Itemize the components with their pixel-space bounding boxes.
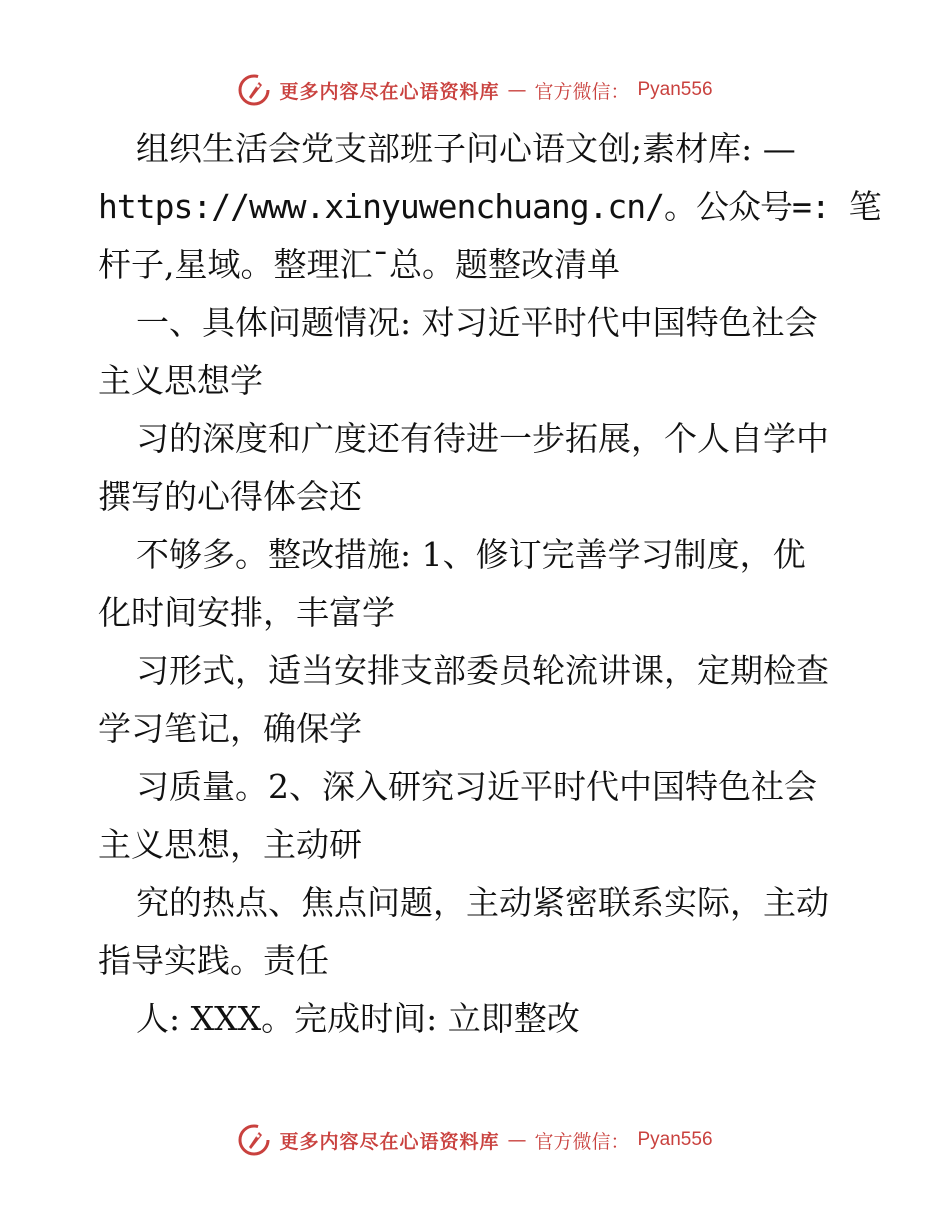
text-line: 主义思想学	[98, 361, 263, 400]
watermark-text: 更多内容尽在心语资料库	[279, 80, 500, 103]
watermark-text: 更多内容尽在心语资料库	[279, 1130, 500, 1153]
pen-nib-logo-icon	[237, 73, 271, 107]
text-line: 习的深度和广度还有待进一步拓展，个人自学中	[136, 419, 829, 458]
pen-nib-logo-icon	[237, 1123, 271, 1157]
text-line: 组织生活会党支部班子问心语文创;素材库: —	[136, 129, 796, 168]
text-line: 习形式，适当安排支部委员轮流讲课，定期检查	[136, 651, 829, 690]
watermark-separator: —	[507, 79, 527, 101]
watermark-wechat-id: Pyan556	[637, 79, 713, 100]
text-line: 指导实践。责任	[98, 941, 329, 980]
footer-watermark	[0, 1120, 950, 1160]
text-line: 撰写的心得体会还	[98, 477, 362, 516]
header-watermark	[0, 70, 950, 110]
watermark-wechat-label: 官方微信：	[534, 1130, 630, 1153]
text-line: 人: XXX。完成时间: 立即整改	[136, 999, 580, 1038]
text-line: 习质量。2、深入研究习近平时代中国特色社会	[136, 767, 817, 806]
watermark-separator: —	[507, 1129, 527, 1151]
text-line: 学习笔记，确保学	[98, 709, 362, 748]
watermark-wechat-id: Pyan556	[637, 1129, 713, 1150]
text-line: 杆子,星域。整理汇¯总。题整改清单	[98, 245, 620, 284]
watermark-wechat-label: 官方微信：	[534, 80, 630, 103]
text-line: 不够多。整改措施: 1、修订完善学习制度，优	[136, 535, 806, 574]
text-line: 主义思想，主动研	[98, 825, 362, 864]
text-line: 究的热点、焦点问题，主动紧密联系实际，主动	[136, 883, 829, 922]
text-line: https://www.xinyuwenchuang.cn/。公众号=: 笔	[98, 187, 881, 226]
text-line: 一、具体问题情况: 对习近平时代中国特色社会	[136, 303, 818, 342]
text-line: 化时间安排，丰富学	[98, 593, 395, 632]
document-body	[98, 120, 881, 1048]
